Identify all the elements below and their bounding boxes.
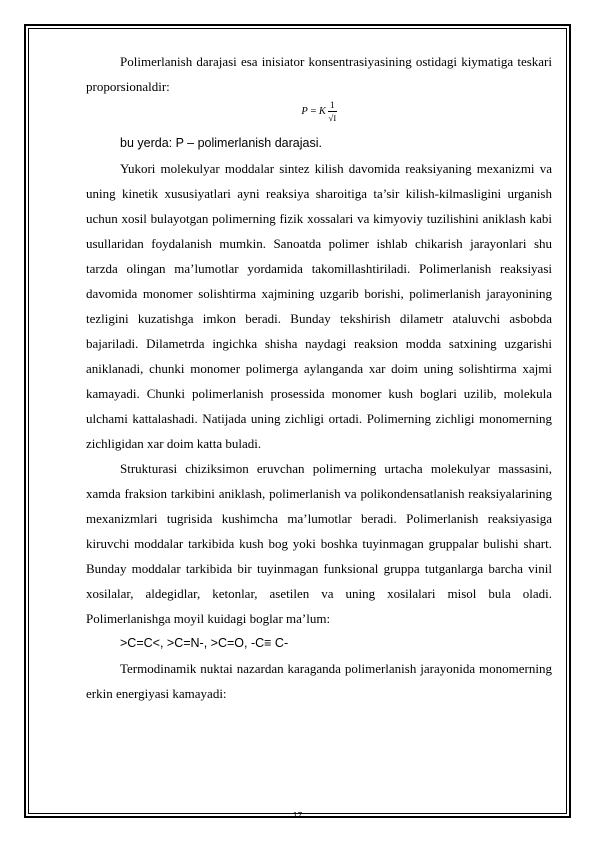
paragraph-where: bu yerda: P – polimerlanish darajasi. [120,136,322,150]
formula-fraction [328,101,337,123]
paragraph-bonds: >C=C<, >C=N-, >C=O, -C≡ C- [120,636,289,650]
formula-denominator [328,112,336,123]
sqrt-icon: √ [328,113,334,123]
formula-denominator-var: I [333,113,337,123]
paragraph-2: Yukori molekulyar moddalar sintez kilish davomida reaksiyaning mexanizmi va uning kinetik xususiyatlari ayni reaksiya sharoitiga ta’sir kilish-kilmasligini urganish uchun xosil bulayotgan polimerning fizik xossalari va kimyoviy tuzilishini aniklash kabi usullaridan foydalanish mumkin. Sanoatda polimer ishlab chikarish jarayonlari shu tarzda olingan ma’lumotlar yordamida takomillashtiriladi. Polimerlanish reaksiyasi davomida monomer solishtirma xajmining uzgarib borishi, polimerlanish jarayonining tezligini kuzatishga imkon beradi. Bunday tekshirish dilametr ataluvchi asbobda bajariladi. Dilametrda ingichka shisha naydagi reaksion modda satxining uzgarishi aniklanadi, chunki monomer polimerga aylanganda xar doim uning solishtirma xajmi kamayadi. Chunki polimerlanish prosessida monomer kush boglari uzilib, molekula ulchami kattalashadi. Natijada uning zichligi ortadi. Polimerning zichligi monomerning zichligidan xar doim katta buladi. [86,161,552,451]
paragraph-3: Strukturasi chiziksimon eruvchan polimerning urtacha molekulyar massasini, xamda fraksion tarkibini aniklash, polimerlanish va polikondensatlanish reaksiyalarining mexanizmlari tugrisida kushimcha ma’lumotlar beradi. Polimerlanish reaksiyasiga kiruvchi moddalar tarkibida kush bog yoki boshka tuyinmagan gruppalar bulishi shart. Bunday moddalar tarkibida bir tuyinmagan funksional gruppa tutganlarga barcha vinil xosilalar, aldegidlar, ketonlar, asetilen va uning xosilalari misol bula oladi. Polimerlanishga moyil kuidagi boglar ma’lum: [86,461,552,626]
formula-equals: = [309,106,317,117]
document-body [86,49,552,706]
formula-lhs: P [301,106,308,117]
formula-coef: K [318,106,326,117]
paragraph-4: Termodinamik nuktai nazardan karaganda polimerlanish jarayonida monomerning erkin energiyasi kamayadi: [86,661,552,701]
formula-numerator: 1 [329,101,335,111]
formula-polymerization-degree [86,99,552,131]
paragraph-intro: Polimerlanish darajasi esa inisiator konsentrasiyasining ostidagi kiymatiga teskari proporsionaldir: [86,54,552,94]
page-number: 17 [292,810,303,820]
